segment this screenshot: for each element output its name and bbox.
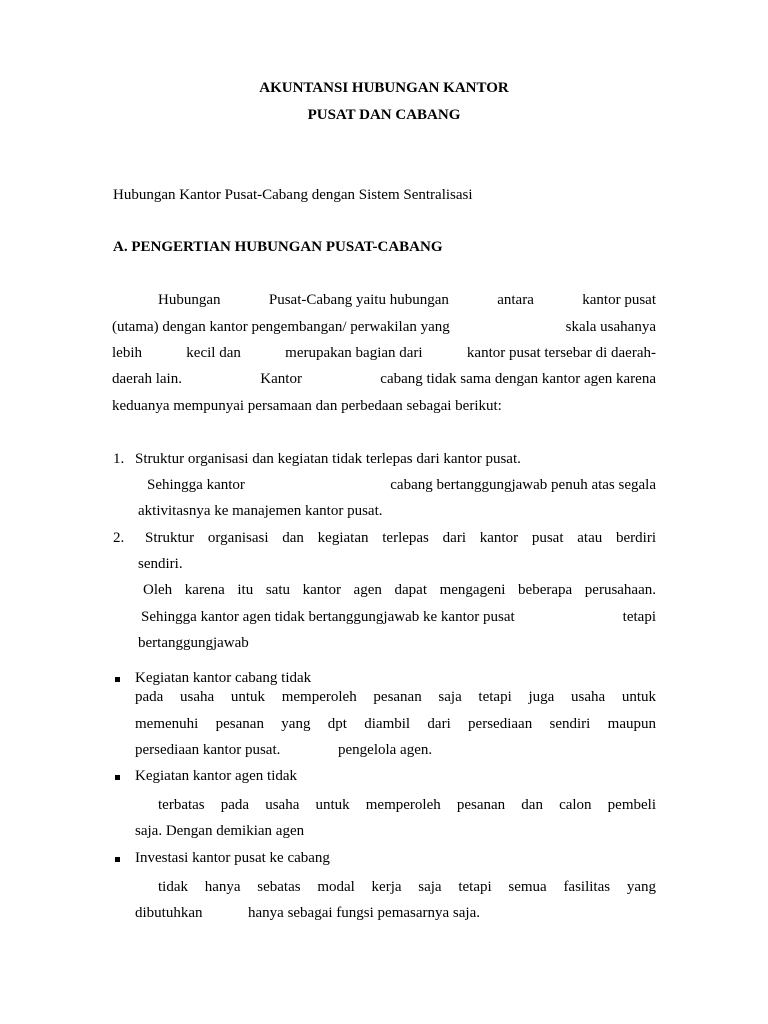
paragraph-line-4: daerah lain. Kantor cabang tidak sama dengan kantor agen karena [112,371,656,387]
bullet-text: hanya sebagai fungsi pemasarnya saja. [248,905,480,921]
bullet-text: pada usaha untuk memperoleh pesanan saja tetapi juga usaha untuk [135,689,656,705]
bullet-text: memenuhi pesanan yang dpt diambil dari persediaan sendiri maupun [135,716,656,732]
bullet-text: dibutuhkan [135,905,203,921]
list-item-continuation: Sehingga kantor cabang bertanggungjawab penuh atas segala [147,477,656,493]
list-item-continuation: sendiri. [138,556,183,572]
bullet-label: Kegiatan kantor agen tidak [135,768,298,784]
bullet-text: pengelola agen. [338,742,433,758]
paragraph-line-5: keduanya mempunyai persamaan dan perbedaan sebagai berikut: [112,398,502,414]
bullet-icon [115,857,120,862]
section-a-heading: A. PENGERTIAN HUBUNGAN PUSAT-CABANG [113,239,443,255]
bullet-text: terbatas pada usaha untuk memperoleh pesanan dan calon pembeli [158,797,656,813]
list-item-text: Struktur organisasi dan kegiatan tidak terlepas dari kantor pusat. [135,451,521,467]
bullet-icon [115,677,120,682]
list-item-continuation: bertanggungjawab [138,635,249,651]
paragraph-line-1: Hubungan Pusat-Cabang yaitu hubungan antara kantor pusat [158,292,656,308]
bullet-label: Investasi kantor pusat ke cabang [135,850,330,866]
list-item-continuation: Oleh karena itu satu kantor agen dapat mengageni beberapa perusahaan. [143,582,656,598]
document-title-line2: PUSAT DAN CABANG [307,107,461,123]
bullet-text: tidak hanya sebatas modal kerja saja tetapi semua fasilitas yang [158,879,656,895]
bullet-icon [115,775,120,780]
list-item-number: 1. [113,451,125,467]
list-item-continuation: Sehingga kantor agen tidak bertanggungjawab ke kantor pusat tetapi [141,609,656,625]
bullet-text: persediaan kantor pusat. [135,742,281,758]
list-item-continuation: aktivitasnya ke manajemen kantor pusat. [138,503,383,519]
paragraph-line-2: (utama) dengan kantor pengembangan/ perwakilan yang skala usahanya [112,319,656,335]
bullet-text: saja. Dengan demikian agen [135,823,305,839]
paragraph-line-3: lebih kecil dan merupakan bagian dari kantor pusat tersebar di daerah- [112,345,656,361]
document-title-line1: AKUNTANSI HUBUNGAN KANTOR [259,80,509,96]
bullet-label: Kegiatan kantor cabang tidak [135,670,312,686]
subtitle: Hubungan Kantor Pusat-Cabang dengan Sistem Sentralisasi [113,187,473,203]
list-item-text: Struktur organisasi dan kegiatan terlepas dari kantor pusat atau berdiri [145,530,656,546]
list-item-number: 2. [113,530,125,546]
